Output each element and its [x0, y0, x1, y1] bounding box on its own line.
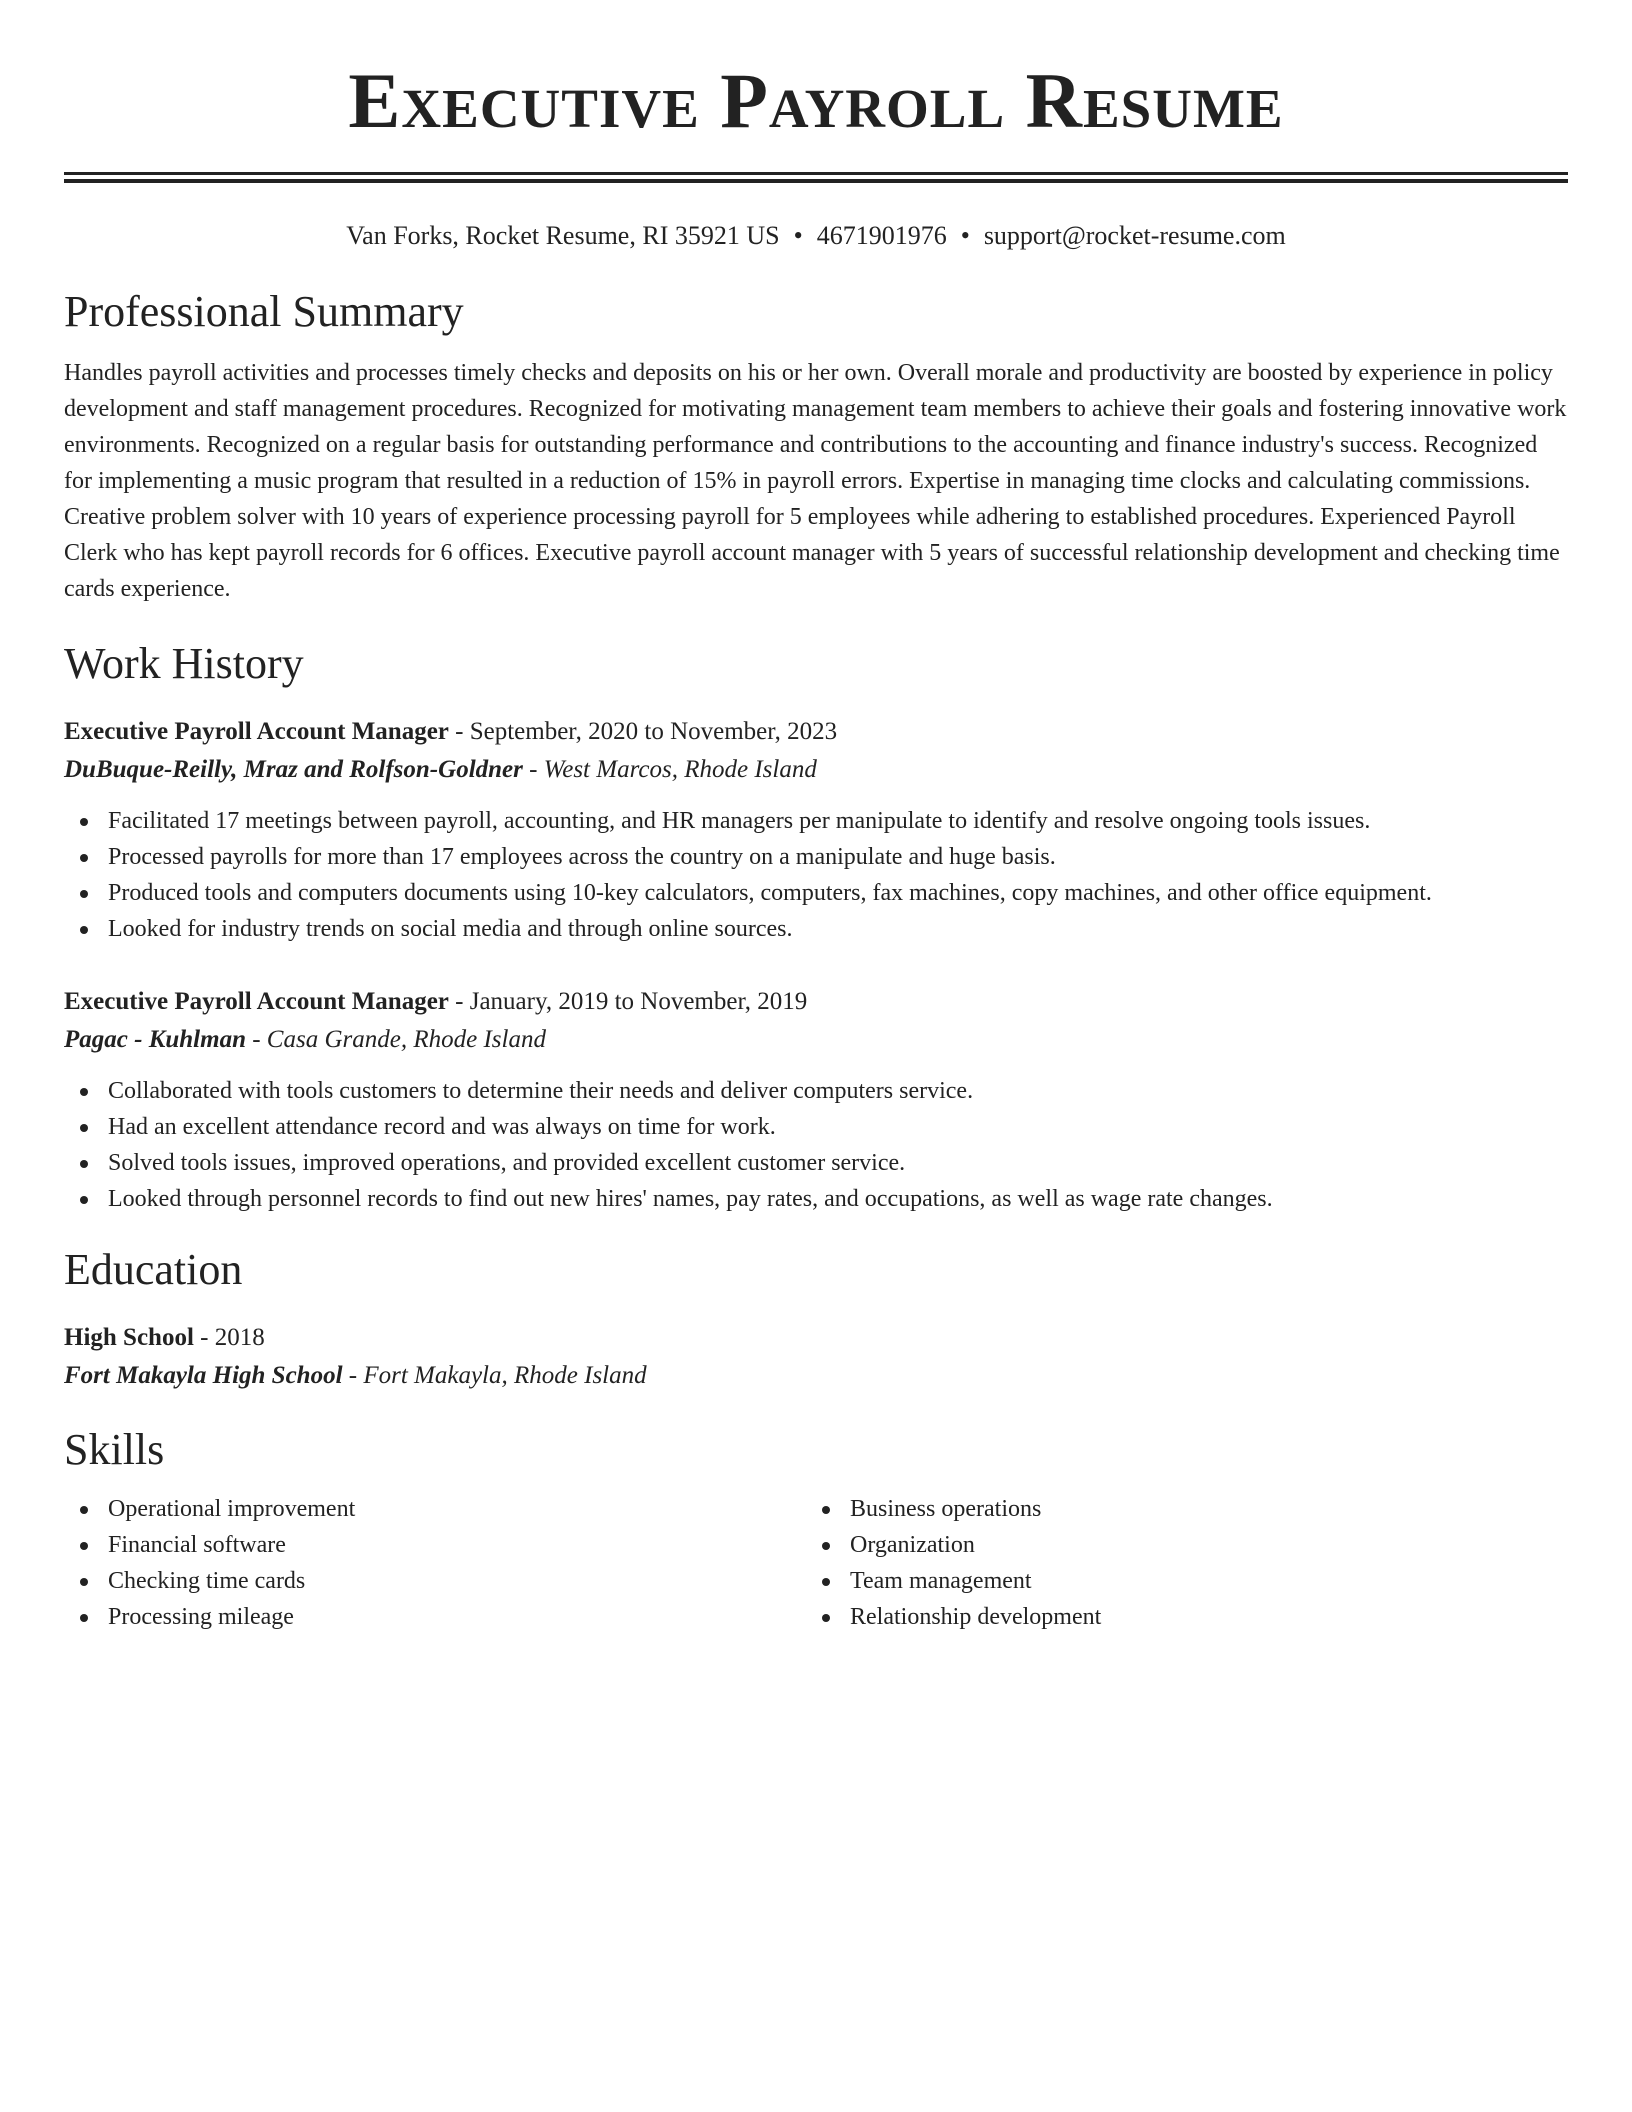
education-degree: High School — [64, 1324, 194, 1351]
contact-phone: 4671901976 — [816, 221, 947, 250]
contact-email: support@rocket-resume.com — [983, 221, 1286, 250]
education-entry — [64, 1319, 1568, 1395]
job-company-line — [64, 751, 1568, 789]
job-company-line — [64, 1021, 1568, 1059]
contact-line — [64, 219, 1568, 253]
education-school: Fort Makayla High School — [64, 1362, 343, 1389]
job-bullets — [64, 1073, 1568, 1217]
skills-grid — [64, 1491, 1568, 1635]
job-title-line — [64, 983, 1568, 1021]
job-location: - West Marcos, Rhode Island — [522, 756, 817, 783]
list-item: Produced tools and computers documents using 10-key calculators, computers, fax machines, copy machines, and other office equipment. — [64, 875, 1568, 911]
job-entry — [64, 713, 1568, 947]
contact-address: Van Forks, Rocket Resume, RI 35921 US — [346, 221, 780, 250]
education-school-line — [64, 1357, 1568, 1395]
job-company: Pagac - Kuhlman — [64, 1026, 246, 1053]
skill-item: Relationship development — [806, 1599, 1548, 1635]
skill-item: Processing mileage — [64, 1599, 806, 1635]
education-degree-line — [64, 1319, 1568, 1357]
skills-column-right — [806, 1491, 1548, 1635]
job-dates: - September, 2020 to November, 2023 — [448, 718, 838, 745]
skill-item: Organization — [806, 1527, 1548, 1563]
job-bullets — [64, 803, 1568, 947]
skills-column-left — [64, 1491, 806, 1635]
list-item: Collaborated with tools customers to determine their needs and deliver computers service. — [64, 1073, 1568, 1109]
list-item: Solved tools issues, improved operations, and provided excellent customer service. — [64, 1145, 1568, 1181]
summary-heading: Professional Summary — [64, 287, 464, 336]
list-item: Processed payrolls for more than 17 employees across the country on a manipulate and huge basis. — [64, 839, 1568, 875]
job-dates: - January, 2019 to November, 2019 — [448, 988, 808, 1015]
skills-list — [64, 1491, 806, 1635]
contact-separator: • — [793, 221, 803, 250]
job-title: Executive Payroll Account Manager — [64, 988, 449, 1015]
job-title: Executive Payroll Account Manager — [64, 718, 449, 745]
skills-heading: Skills — [64, 1425, 165, 1474]
skill-item: Checking time cards — [64, 1563, 806, 1599]
skill-item: Business operations — [806, 1491, 1548, 1527]
list-item: Had an excellent attendance record and was always on time for work. — [64, 1109, 1568, 1145]
title-double-rule — [64, 172, 1568, 183]
skill-item: Team management — [806, 1563, 1548, 1599]
job-company: DuBuque-Reilly, Mraz and Rolfson-Goldner — [64, 756, 523, 783]
skills-list — [806, 1491, 1548, 1635]
job-entry — [64, 983, 1568, 1217]
job-location: - Casa Grande, Rhode Island — [245, 1026, 546, 1053]
education-heading: Education — [64, 1245, 243, 1294]
work-history-heading: Work History — [64, 639, 304, 688]
education-location: - Fort Makayla, Rhode Island — [342, 1362, 647, 1389]
list-item: Looked for industry trends on social media and through online sources. — [64, 911, 1568, 947]
list-item: Facilitated 17 meetings between payroll, accounting, and HR managers per manipulate to identify and resolve ongoing tools issues. — [64, 803, 1568, 839]
job-title-line — [64, 713, 1568, 751]
list-item: Looked through personnel records to find out new hires' names, pay rates, and occupations, as well as wage rate changes. — [64, 1181, 1568, 1217]
skill-item: Operational improvement — [64, 1491, 806, 1527]
skill-item: Financial software — [64, 1527, 806, 1563]
education-year: - 2018 — [193, 1324, 265, 1351]
summary-text: Handles payroll activities and processes timely checks and deposits on his or her own. Overall morale and productivity are boosted by experience in policy development and staff management procedures. Recognized for motivating management team members to achieve their goals and fostering innovative work environments. Recognized on a regular basis for outstanding performance and contributions to the accounting and finance industry's success. Recognized for implementing a music program that resulted in a reduction of 15% in payroll errors. Expertise in managing time clocks and calculating commissions. Creative problem solver with 10 years of experience processing payroll for 5 employees while adhering to established procedures. Experienced Payroll Clerk who has kept payroll records for 6 offices. Executive payroll account manager with 5 years of successful relationship development and checking time cards experience. — [64, 360, 1567, 602]
resume-title: Executive Payroll Resume — [348, 57, 1284, 144]
contact-separator: • — [960, 221, 970, 250]
